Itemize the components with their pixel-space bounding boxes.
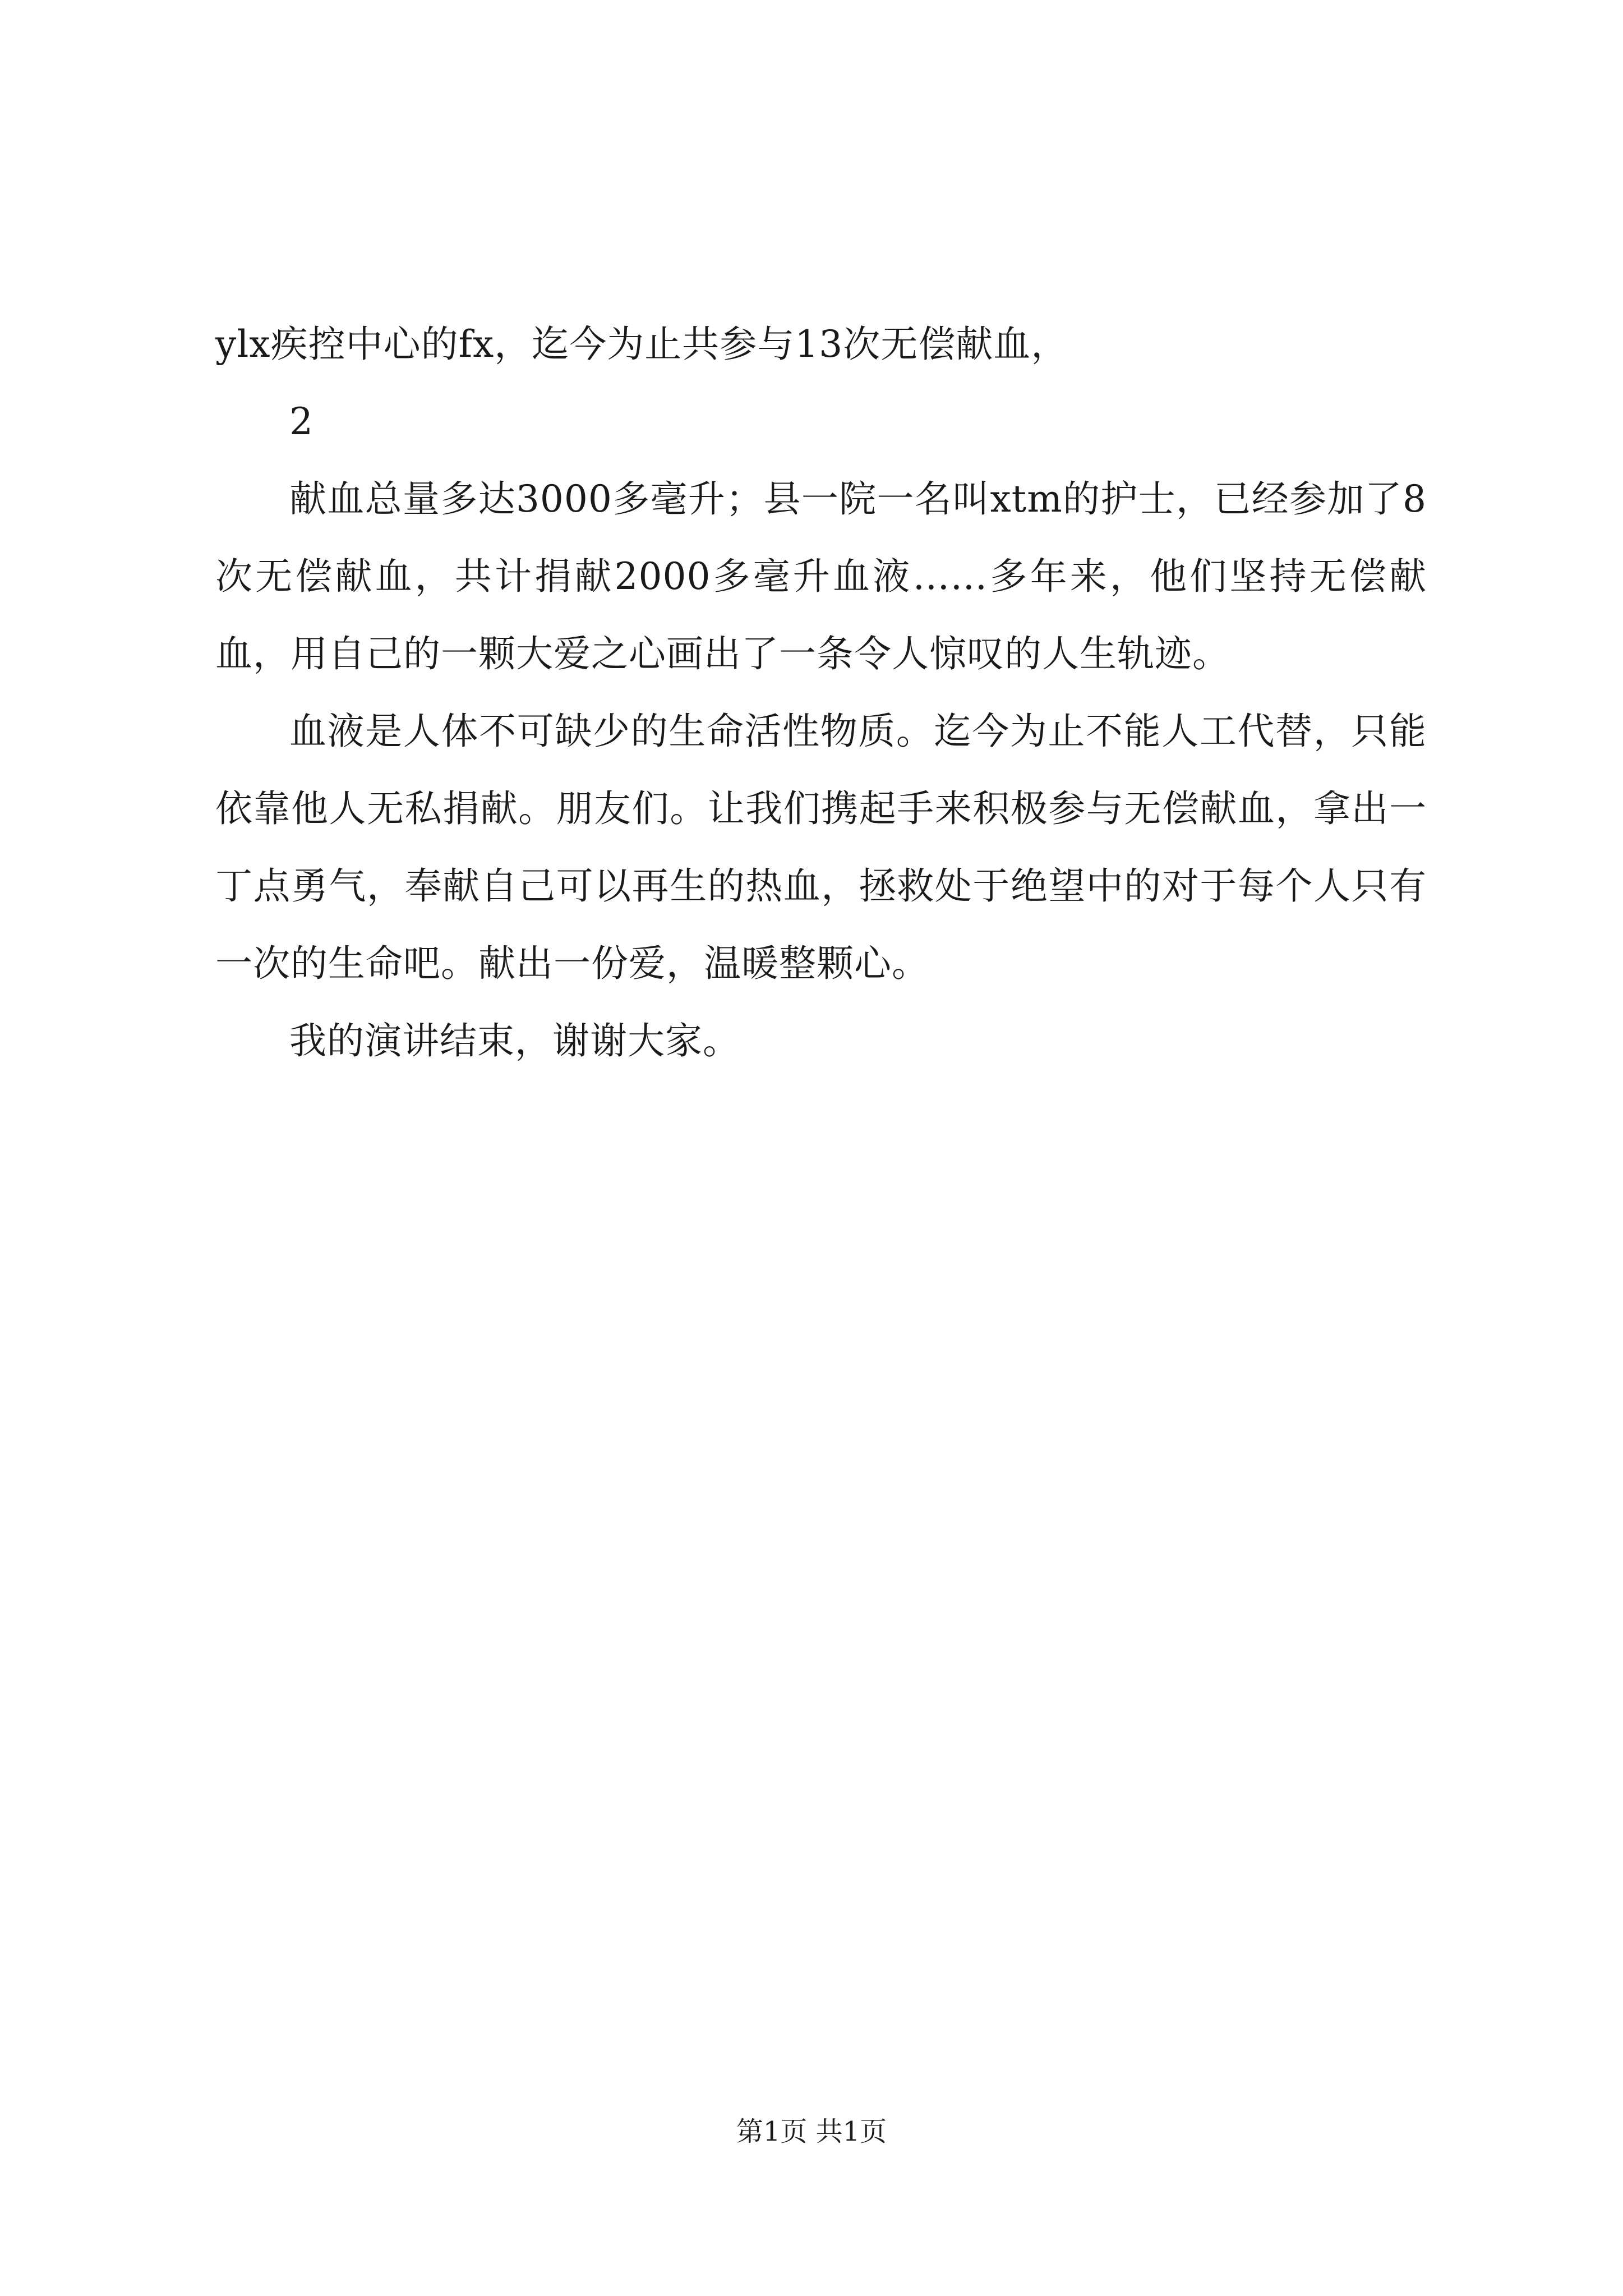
paragraph-1: ylx疾控中心的fx，迄今为止共参与13次无偿献血， xyxy=(215,323,1069,366)
paragraph-closing: 我的演讲结束，谢谢大家。 xyxy=(289,1019,740,1062)
paragraph-3: 血液是人体不可缺少的生命活性物质。迄今为止不能人工代替，只能依靠他人无私捐献。朋友们。让我们携起手来积极参与无偿献血，拿出一丁点勇气，奉献自己可以再生的热血，拯救处于绝望中的对于每个人只有一次的生命吧。献出一份爱，温暖整颗心。 xyxy=(215,710,1427,985)
document-body xyxy=(215,306,1427,1080)
page-footer: 第1页 共1页 xyxy=(736,2116,887,2147)
paragraph-2: 献血总量多达3000多毫升；县一院一名叫xtm的护士，已经参加了8次无偿献血，共计捐献2000多毫升血液……多年来，他们坚持无偿献血，用自己的一颗大爱之心画出了一条令人惊叹的人生轨迹。 xyxy=(215,477,1427,675)
paragraph-page-number: 2 xyxy=(289,400,313,443)
